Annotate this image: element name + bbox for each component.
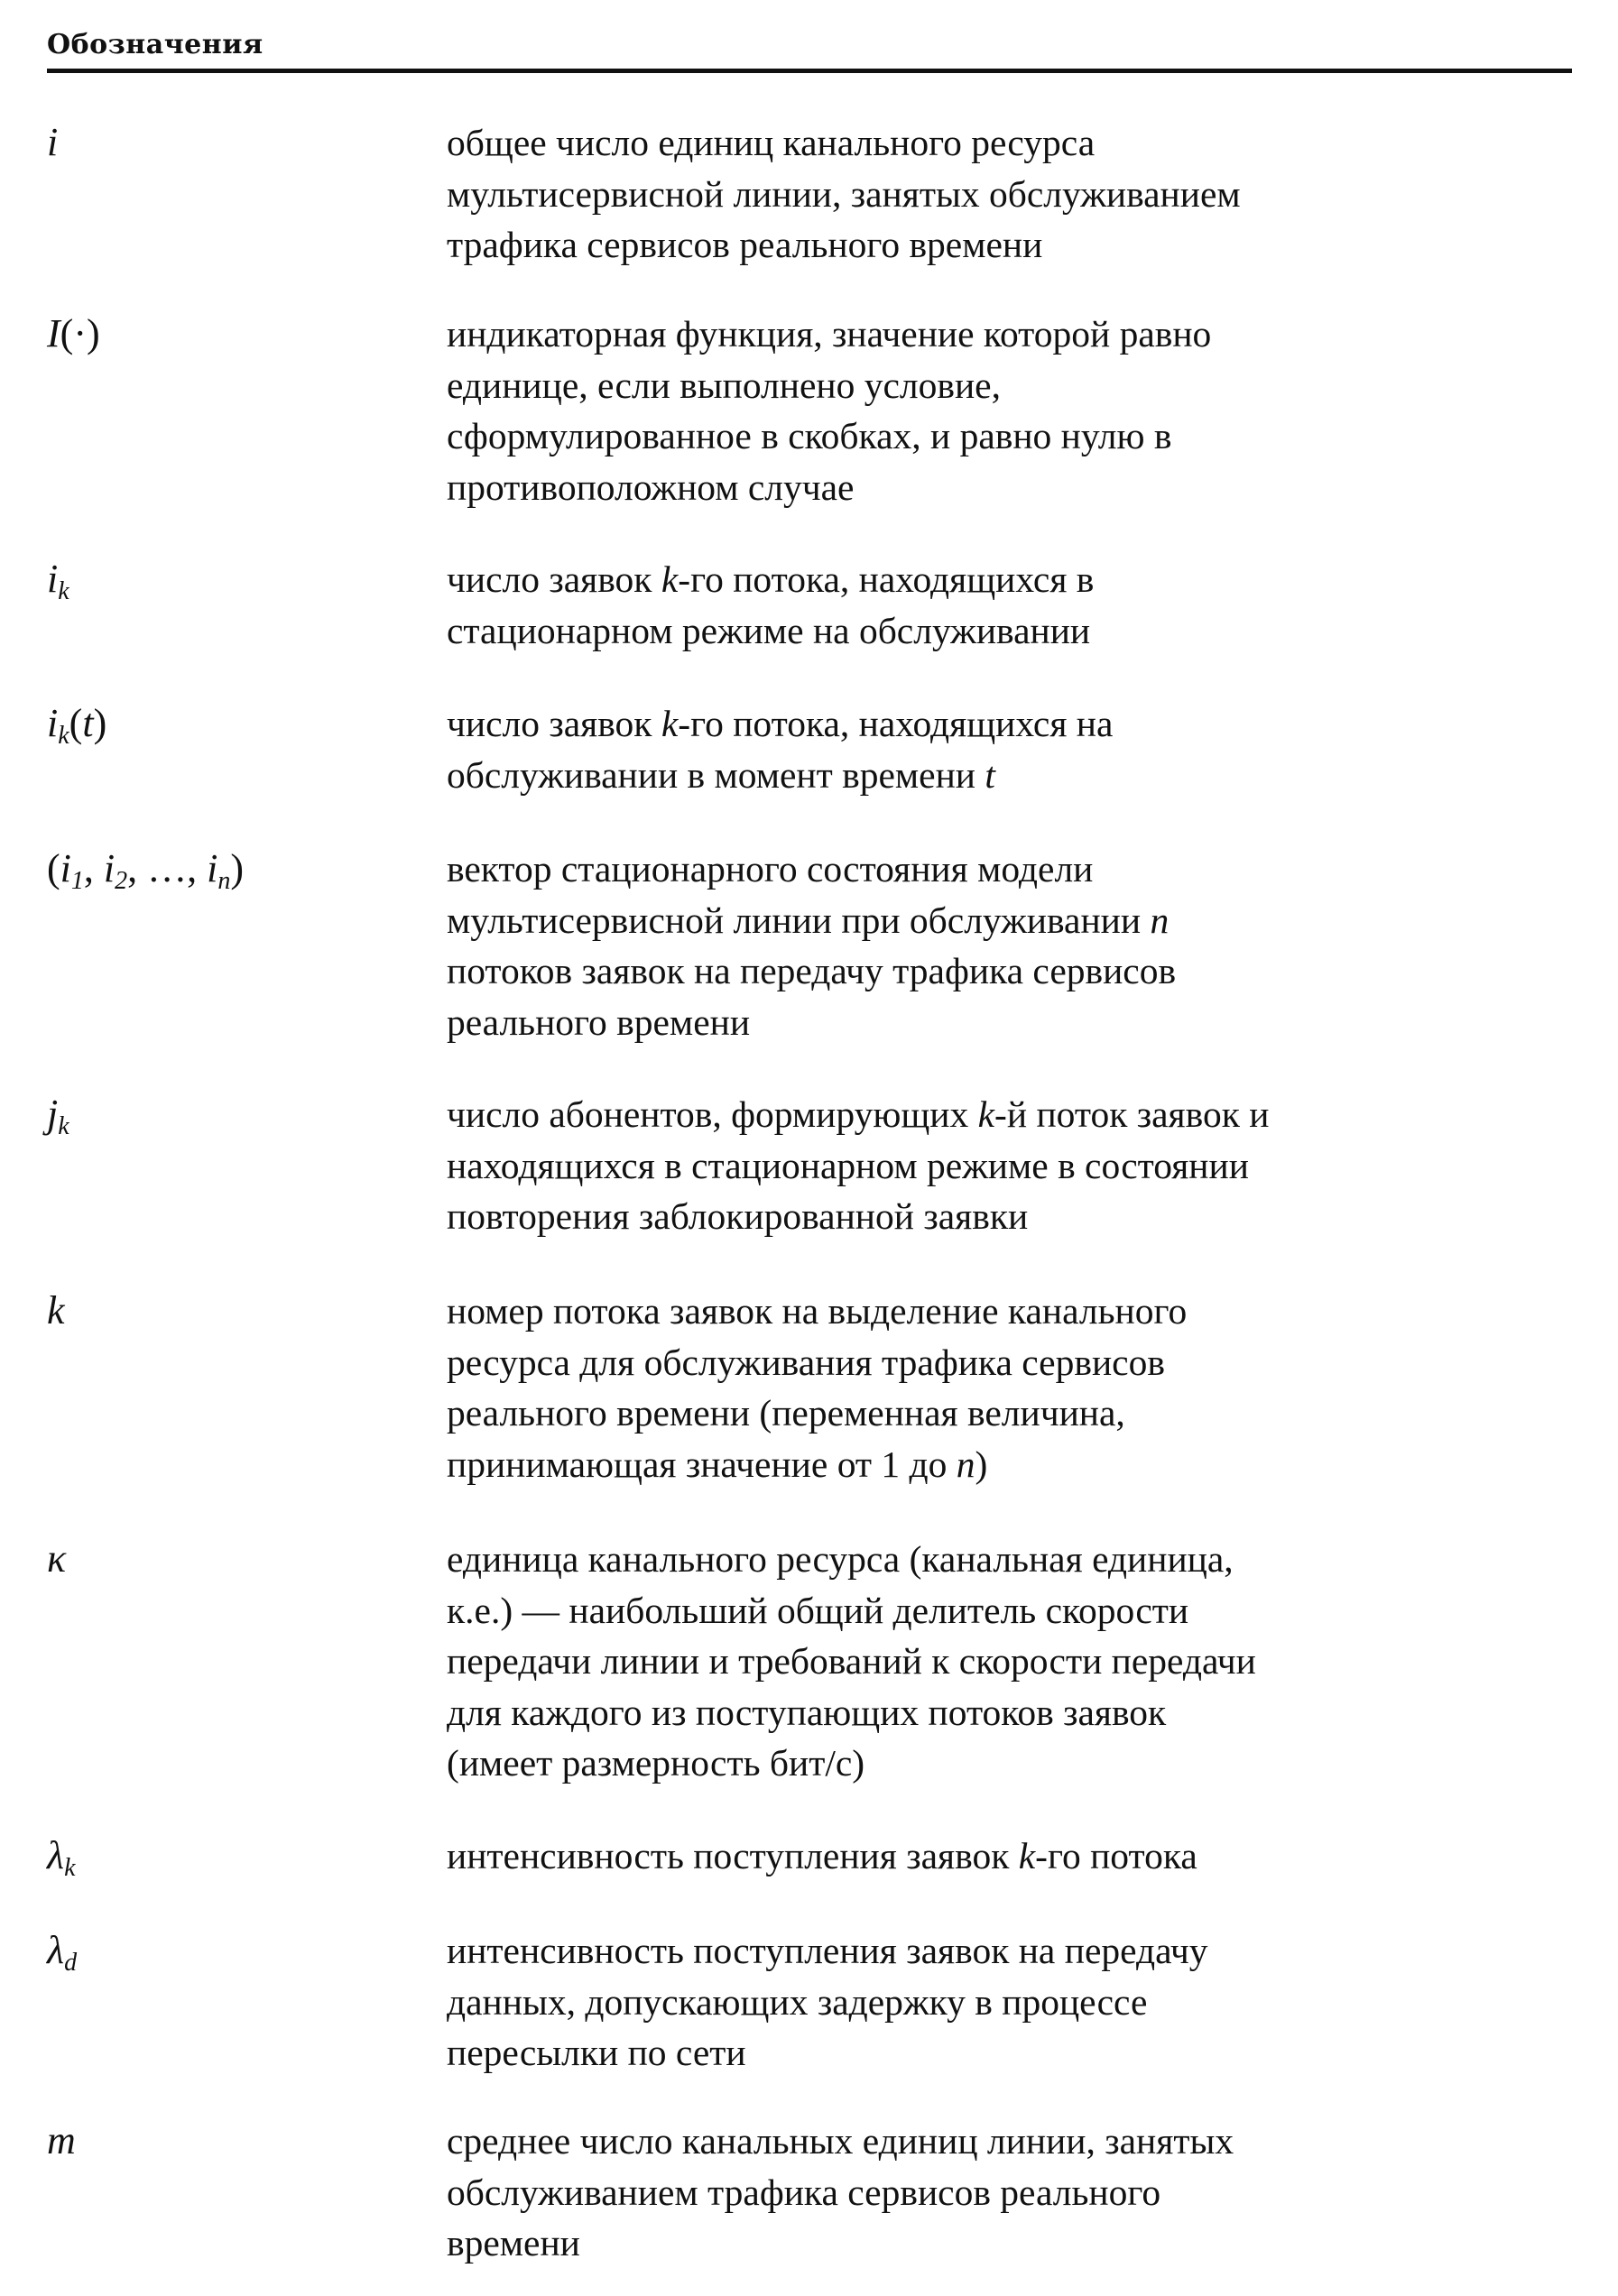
- description-line: пересылки по сети: [447, 2032, 746, 2073]
- description-line: номер потока заявок на выделение канального: [447, 1290, 1188, 1332]
- notation-symbol: I(·): [47, 311, 100, 355]
- section-title: Обозначения: [47, 29, 264, 60]
- description-line: передачи линии и требований к скорости передачи: [447, 1640, 1256, 1682]
- description-line: данных, допускающих задержку в процессе: [447, 1980, 1148, 2023]
- description-line: противоположном случае: [447, 466, 855, 508]
- description-line: реального времени (переменная величина,: [447, 1392, 1125, 1434]
- notation-description: [447, 844, 1575, 1047]
- notation-symbol: κ: [47, 1536, 67, 1581]
- notation-symbol: $i_k(t)$: [47, 701, 107, 750]
- description-line: число заявок k-го потока, находящихся в: [447, 558, 1095, 600]
- description-line: число абонентов, формирующих k-й поток заявок и: [447, 1093, 1270, 1135]
- description-line: (имеет размерность бит/с): [447, 1742, 865, 1784]
- description-line: интенсивность поступления заявок на передачу: [447, 1930, 1208, 1971]
- notation-description: [447, 698, 1575, 800]
- notation-symbol: m: [47, 2118, 76, 2162]
- notation-symbol: i: [47, 120, 59, 164]
- description-line: единице, если выполнено условие,: [447, 364, 1001, 406]
- description-line: единица канального ресурса (канальная единица,: [447, 1538, 1234, 1580]
- description-line: среднее число канальных единиц линии, занятых: [447, 2120, 1234, 2162]
- description-line: мультисервисной линии при обслуживании n: [447, 899, 1170, 941]
- notation-description: [447, 117, 1575, 271]
- notation-symbol: $\lambda_d$: [47, 1928, 78, 1977]
- description-line: находящихся в стационарном режиме в состоянии: [447, 1144, 1249, 1186]
- description-line: трафика сервисов реального времени: [447, 224, 1043, 265]
- notation-description: [447, 1286, 1575, 1489]
- section-header: [47, 27, 1572, 73]
- notation-symbol: $j_k$: [47, 1092, 69, 1140]
- description-line: индикаторная функция, значение которой равно: [447, 313, 1212, 355]
- notation-symbol: k: [47, 1288, 65, 1332]
- description-line: стационарном режиме на обслуживании: [447, 609, 1091, 651]
- description-line: вектор стационарного состояния модели: [447, 848, 1094, 890]
- notation-description: [447, 1534, 1575, 1789]
- description-line: интенсивность поступления заявок k-го потока: [447, 1835, 1197, 1876]
- description-line: число заявок k-го потока, находящихся на: [447, 703, 1114, 744]
- notation-description: [447, 309, 1575, 512]
- description-line: сформулированное в скобках, и равно нулю в: [447, 415, 1172, 456]
- description-line: принимающая значение от 1 до n): [447, 1443, 988, 1485]
- description-line: времени: [447, 2222, 580, 2264]
- description-line: реального времени: [447, 1000, 751, 1043]
- notation-description: [447, 1830, 1575, 1882]
- notation-description: [447, 554, 1575, 656]
- notation-description: [447, 2116, 1575, 2269]
- description-line: общее число единиц канального ресурса: [447, 122, 1096, 163]
- notation-description: [447, 1089, 1575, 1242]
- notation-symbol: $i_k$: [47, 557, 69, 605]
- description-line: обслуживании в момент времени t: [447, 753, 995, 796]
- notation-description: [447, 1925, 1575, 2079]
- description-line: к.е.) — наибольший общий делитель скорости: [447, 1589, 1189, 1631]
- description-line: для каждого из поступающих потоков заявок: [447, 1691, 1167, 1733]
- description-line: потоков заявок на передачу трафика сервисов: [447, 950, 1177, 991]
- notation-symbol: $\lambda_k$: [47, 1833, 76, 1882]
- description-line: мультисервисной линии, занятых обслуживанием: [447, 172, 1241, 215]
- notation-symbol: ($i_1$, $i_2$, …, $i_n$): [47, 846, 245, 895]
- description-line: обслуживанием трафика сервисов реального: [447, 2171, 1161, 2213]
- description-line: повторения заблокированной заявки: [447, 1195, 1029, 1237]
- description-line: ресурса для обслуживания трафика сервисов: [447, 1341, 1165, 1383]
